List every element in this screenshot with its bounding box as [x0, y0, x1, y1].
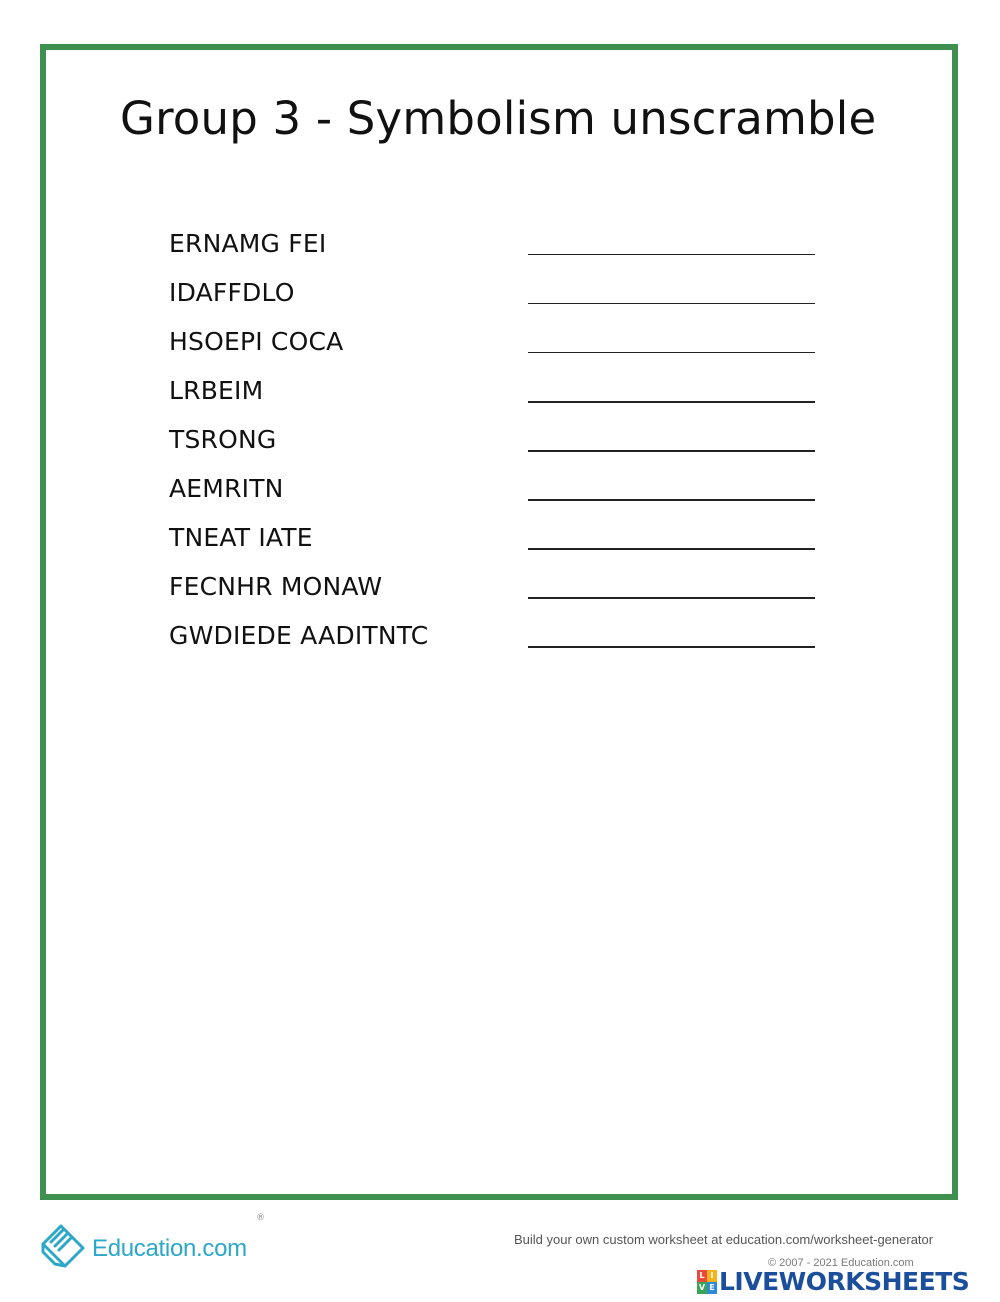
promo-text[interactable]: Build your own custom worksheet at education.com/worksheet-generator: [514, 1232, 934, 1247]
scrambled-word: GWDIEDE AADITNTC: [169, 621, 429, 650]
word-row: [163, 421, 813, 470]
word-row: [163, 519, 813, 568]
scrambled-word: FECNHR MONAW: [169, 572, 383, 601]
watermark-text: LIVEWORKSHEETS: [719, 1267, 970, 1296]
scrambled-word: LRBEIM: [169, 376, 264, 405]
answer-line[interactable]: [528, 646, 815, 648]
scrambled-word: ERNAMG FEI: [169, 229, 327, 258]
worksheet-frame: [40, 44, 958, 1200]
answer-line[interactable]: [528, 499, 815, 501]
liveworksheets-watermark[interactable]: [697, 1267, 997, 1297]
word-row: [163, 617, 813, 666]
tile-letter: V: [698, 1283, 706, 1292]
tile-letter: E: [707, 1282, 717, 1294]
answer-line[interactable]: [528, 450, 815, 452]
answer-line[interactable]: [528, 548, 815, 550]
word-row: [163, 470, 813, 519]
brand-name: Education.com: [92, 1235, 247, 1262]
liveworksheets-tiles-icon: [697, 1270, 717, 1294]
education-logo[interactable]: [40, 1220, 270, 1270]
copyright-text: © 2007 - 2021 Education.com: [768, 1257, 914, 1269]
word-row: [163, 225, 813, 274]
answer-line[interactable]: [528, 254, 815, 255]
scrambled-word: IDAFFDLO: [169, 278, 295, 307]
scrambled-word: HSOEPI COCA: [169, 327, 344, 356]
scrambled-word: TNEAT IATE: [169, 523, 313, 552]
word-list: [163, 225, 813, 666]
answer-line[interactable]: [528, 597, 815, 599]
answer-line[interactable]: [528, 401, 815, 403]
word-row: [163, 274, 813, 323]
pencil-book-icon: [40, 1222, 86, 1268]
word-row: [163, 568, 813, 617]
answer-line[interactable]: [528, 352, 815, 353]
tile-letter: I: [707, 1270, 717, 1282]
scrambled-word: AEMRITN: [169, 474, 284, 503]
word-row: [163, 372, 813, 421]
tile-letter: L: [697, 1270, 707, 1282]
registered-mark: ®: [256, 1213, 265, 1223]
answer-line[interactable]: [528, 303, 815, 304]
word-row: [163, 323, 813, 372]
scrambled-word: TSRONG: [169, 425, 277, 454]
worksheet-title: Group 3 - Symbolism unscramble: [120, 92, 877, 145]
